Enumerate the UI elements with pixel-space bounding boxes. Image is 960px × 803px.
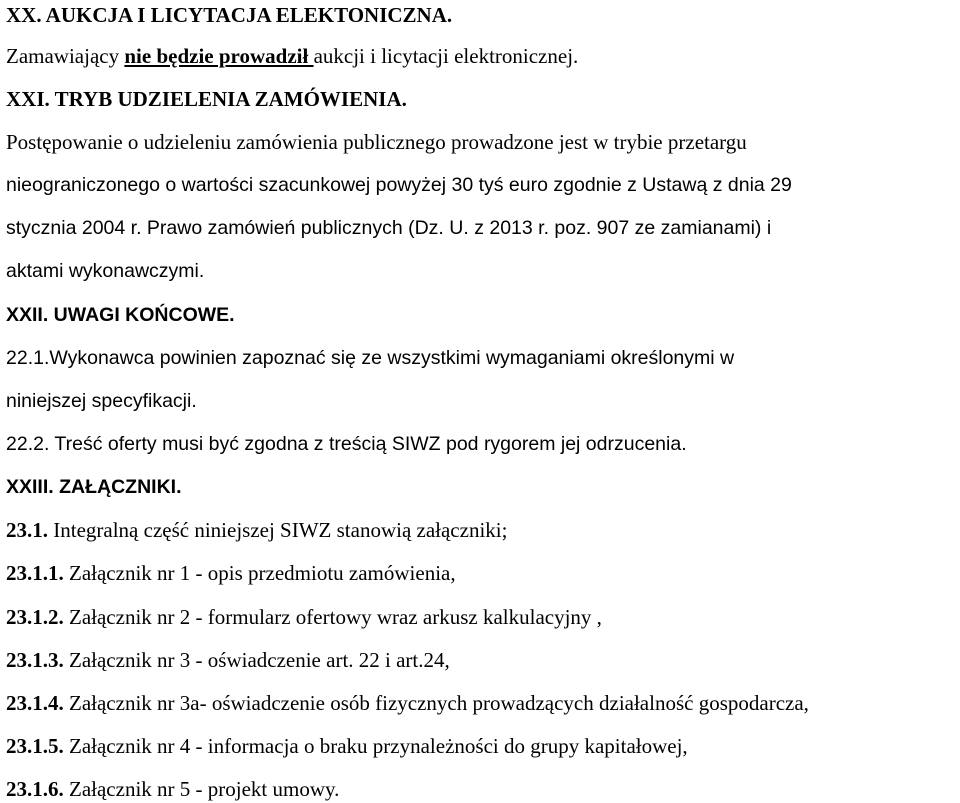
attachment-item xyxy=(6,560,456,586)
attachment-item xyxy=(6,776,339,802)
section-xxiii-heading: XXIII. ZAŁĄCZNIKI. xyxy=(6,476,182,498)
section-xxi-paragraph-line-2: nieograniczonego o wartości szacunkowej powyżej 30 tyś euro zgodnie z Ustawą z dnia 29 xyxy=(6,174,792,196)
section-xxi-paragraph-line-4: aktami wykonawczymi. xyxy=(6,260,205,282)
attachment-number: 23.1.5. xyxy=(6,734,64,758)
attachment-text: Załącznik nr 3a- oświadczenie osób fizycznych prowadzących działalność gospodarcza, xyxy=(63,691,809,715)
section-xxi-paragraph-line-3: stycznia 2004 r. Prawo zamówień publicznych (Dz. U. z 2013 r. poz. 907 ze zamianami) i xyxy=(6,217,772,239)
attachment-text: Załącznik nr 5 - projekt umowy. xyxy=(63,777,340,801)
section-xx-text-emphasis: nie będzie prowadził xyxy=(124,44,314,68)
attachment-text: Załącznik nr 1 - opis przedmiotu zamówienia, xyxy=(63,561,456,585)
section-xx-text xyxy=(6,43,578,69)
attachment-text: Załącznik nr 4 - informacja o braku przynależności do grupy kapitałowej, xyxy=(63,734,688,758)
section-xxii-item-1-line-2: niniejszej specyfikacji. xyxy=(6,390,197,412)
attachment-item xyxy=(6,604,602,630)
section-xx-text-after: aukcji i licytacji elektronicznej. xyxy=(313,44,579,68)
attachment-item xyxy=(6,647,450,673)
attachment-number: 23.1.3. xyxy=(6,648,64,672)
attachment-number: 23.1.4. xyxy=(6,691,64,715)
attachment-text: Załącznik nr 3 - oświadczenie art. 22 i art.24, xyxy=(63,648,450,672)
section-xxiii-intro-number: 23.1. xyxy=(6,518,48,542)
attachment-number: 23.1.2. xyxy=(6,605,64,629)
attachment-number: 23.1.6. xyxy=(6,777,64,801)
section-xxii-item-2: 22.2. Treść oferty musi być zgodna z treścią SIWZ pod rygorem jej odrzucenia. xyxy=(6,433,687,455)
attachment-item xyxy=(6,690,809,716)
section-xxiii-intro xyxy=(6,517,507,543)
section-xx-heading: XX. AUKCJA I LICYTACJA ELEKTONICZNA. xyxy=(6,3,453,27)
section-xxiii-intro-text: Integralną część niniejszej SIWZ stanowią załączniki; xyxy=(48,518,508,542)
attachment-text: Załącznik nr 2 - formularz ofertowy wraz arkusz kalkulacyjny , xyxy=(63,605,602,629)
attachment-item xyxy=(6,733,688,759)
section-xxii-item-1-line-1: 22.1.Wykonawca powinien zapoznać się ze wszystkimi wymaganiami określonymi w xyxy=(6,347,735,369)
section-xxii-heading: XXII. UWAGI KOŃCOWE. xyxy=(6,304,235,326)
section-xxi-paragraph-line-1: Postępowanie o udzieleniu zamówienia publicznego prowadzone jest w trybie przetargu xyxy=(6,130,747,154)
attachment-number: 23.1.1. xyxy=(6,561,64,585)
section-xxi-heading: XXI. TRYB UDZIELENIA ZAMÓWIENIA. xyxy=(6,87,407,111)
section-xx-text-before: Zamawiający xyxy=(6,44,125,68)
